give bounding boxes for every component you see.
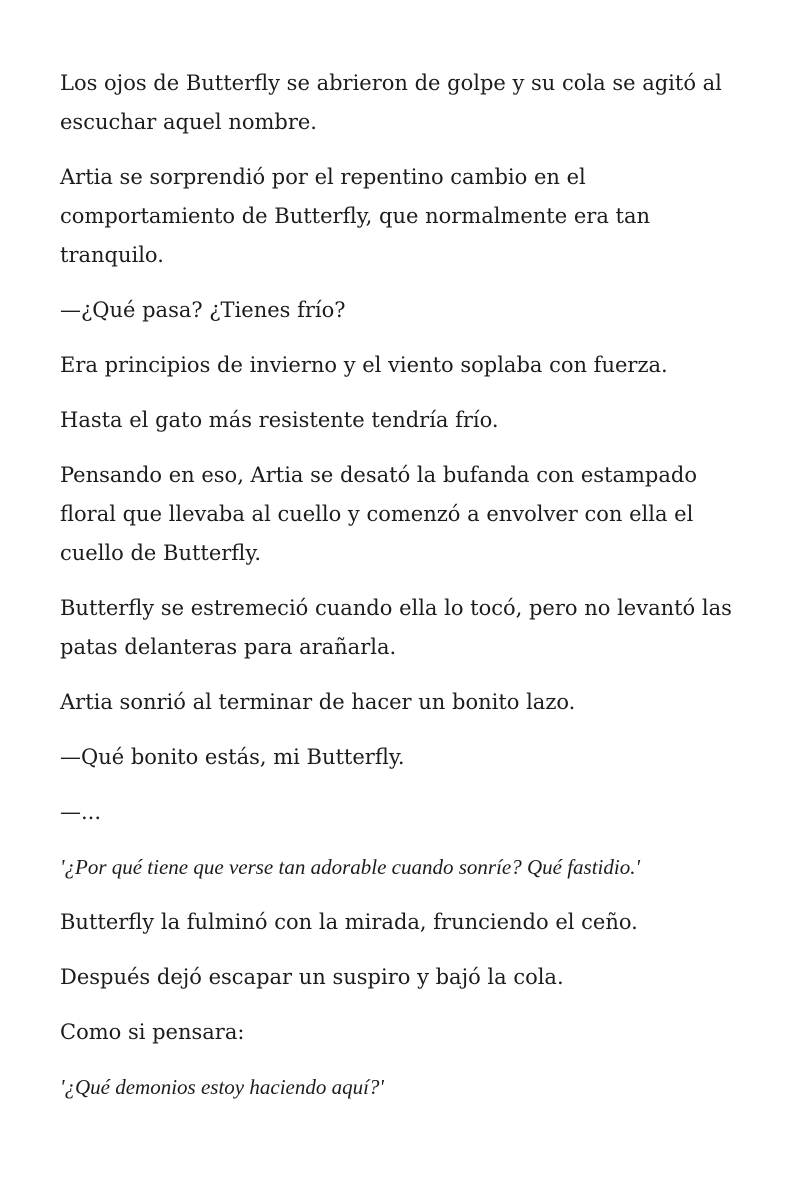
paragraph-9: Después dejó escapar un suspiro y bajó la cola.: [60, 965, 564, 989]
paragraph-3: Era principios de invierno y el viento soplaba con fuerza.: [60, 353, 668, 377]
paragraph-10: Como si pensara:: [60, 1020, 245, 1044]
paragraph-5: Pensando en eso, Artia se desató la bufanda con estampado floral que llevaba al cuello y comenzó a envolver con ella el cuello de Butterfly.: [60, 463, 697, 565]
paragraph-8: Butterfly la fulminó con la mirada, frunciendo el ceño.: [60, 910, 638, 934]
paragraph-1: Los ojos de Butterfly se abrieron de golpe y su cola se agitó al escuchar aquel nombre.: [60, 71, 722, 134]
document-page: [60, 64, 750, 1123]
thought-2: '¿Qué demonios estoy haciendo aquí?': [60, 1075, 384, 1099]
paragraph-4: Hasta el gato más resistente tendría frío.: [60, 408, 499, 432]
paragraph-2: Artia se sorprendió por el repentino cambio en el comportamiento de Butterfly, que normalmente era tan tranquilo.: [60, 165, 650, 267]
dialogue-2: —Qué bonito estás, mi Butterfly.: [60, 745, 405, 769]
dialogue-3: —...: [60, 800, 102, 824]
dialogue-1: —¿Qué pasa? ¿Tienes frío?: [60, 298, 346, 322]
paragraph-7: Artia sonrió al terminar de hacer un bonito lazo.: [60, 690, 576, 714]
paragraph-6: Butterfly se estremeció cuando ella lo tocó, pero no levantó las patas delanteras para arañarla.: [60, 596, 732, 659]
thought-1: '¿Por qué tiene que verse tan adorable cuando sonríe? Qué fastidio.': [60, 855, 640, 879]
